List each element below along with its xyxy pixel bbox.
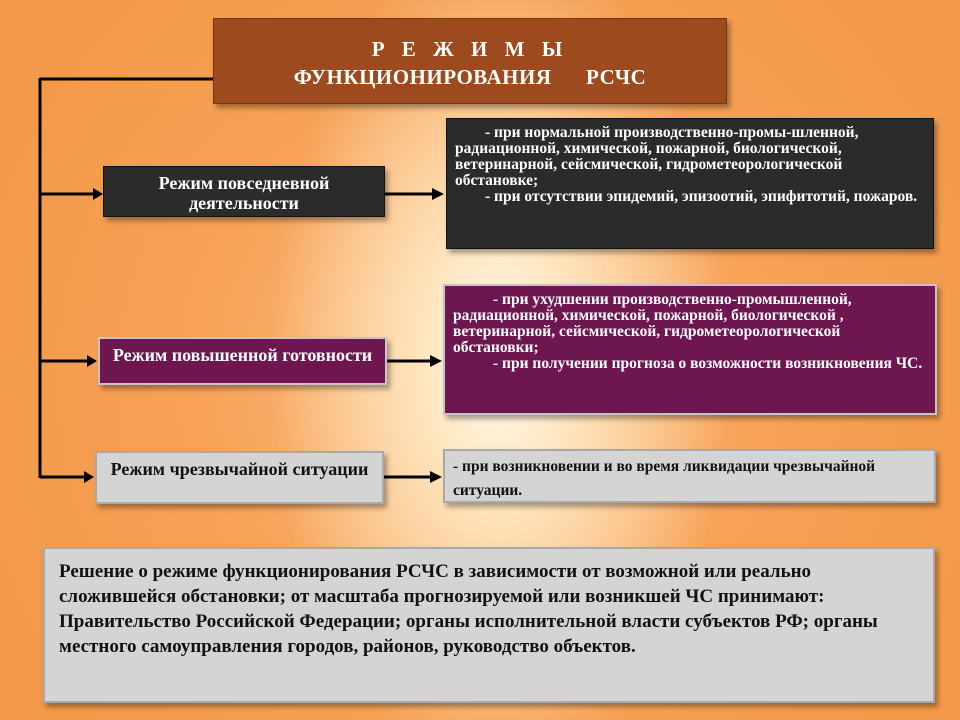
description-high-alert-item-1: - при ухудшении производственно-промышленной, радиационной, химической, пожарной, биологической , ветеринарной, сейсмической, гидрометеорологической обстановки; <box>453 291 852 356</box>
title-box <box>213 18 727 104</box>
mode-label-everyday: Режим повседневной деятельности <box>158 173 330 213</box>
title-line-1: Р Е Ж И М Ы <box>371 37 569 61</box>
description-box-high-alert <box>443 284 937 415</box>
decision-note-text: Решение о режиме функционирования РСЧС в зависимости от возможной или реально сложившейся обстановки; от масштаба прогнозируемой или возникшей ЧС принимают: Правительство Российской Федерации; органы исполнительной власти субъектов РФ; органы местного самоуправления городов, районов, руководство объектов. <box>59 561 878 657</box>
mode-box-everyday <box>103 166 385 217</box>
arrowhead-desc-2 <box>430 355 442 367</box>
arrowhead-mode-1 <box>93 188 103 200</box>
arrowhead-desc-3 <box>430 471 442 483</box>
description-box-emergency <box>443 449 936 503</box>
mode-label-high-alert: Режим повышенной готовности <box>112 345 373 365</box>
arrowhead-mode-2 <box>87 355 97 367</box>
mode-label-emergency: Режим чрезвычайной ситуации <box>110 459 369 479</box>
description-emergency-item-1: - при возникновении и во время ликвидации чрезвычайной ситуации. <box>453 458 876 499</box>
mode-box-high-alert <box>98 337 387 385</box>
description-box-everyday <box>446 118 934 249</box>
decision-note <box>43 547 935 703</box>
mode-box-emergency <box>95 451 384 504</box>
arrowhead-mode-3 <box>84 471 94 483</box>
description-high-alert-item-2: - при получении прогноза о возможности возникновения ЧС. <box>493 355 923 372</box>
description-everyday-item-1: - при нормальной производственно-промы-шленной, радиационной, химической, пожарной, биологической, ветеринарной, сейсмической, гидрометеорологической обстановке; <box>455 124 859 189</box>
arrowhead-desc-1 <box>432 188 444 200</box>
description-everyday-item-2: - при отсутствии эпидемий, эпизоотий, эпифитотий, пожаров. <box>485 188 918 205</box>
title-line-2: ФУНКЦИОНИРОВАНИЯ РСЧС <box>293 65 647 89</box>
